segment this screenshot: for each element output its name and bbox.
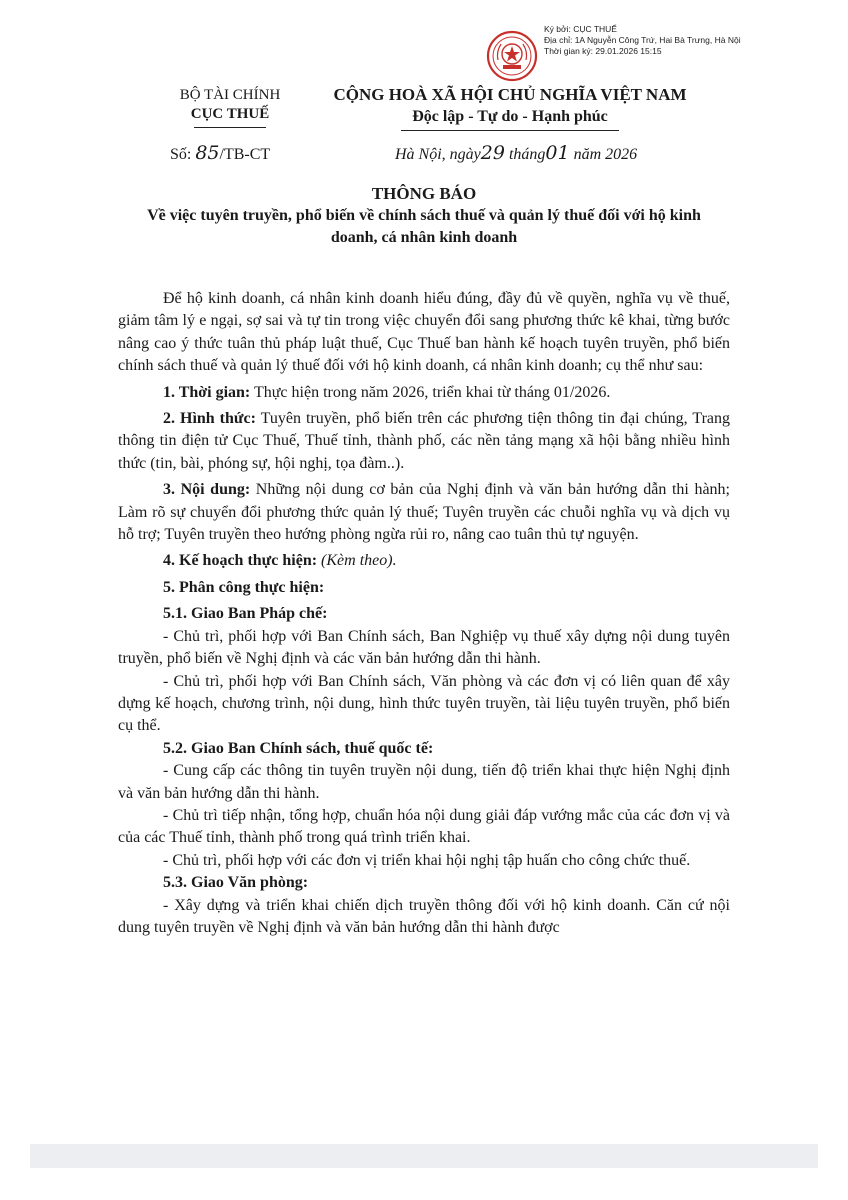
section-5-2-item: - Cung cấp các thông tin tuyên truyền nội dung, tiến độ triển khai thực hiện Nghị định và văn bản hướng dẫn thi hành.	[118, 762, 730, 802]
section-1-text: Thực hiện trong năm 2026, triển khai từ tháng 01/2026.	[250, 383, 611, 401]
intro-paragraph: Để hộ kinh doanh, cá nhân kinh doanh hiểu đúng, đầy đủ về quyền, nghĩa vụ về thuế, giảm tâm lý e ngại, sợ sai và tự tin trong việc chuyển đổi sang phương thức kê khai, từng bước nâng cao ý thức tuân thủ pháp luật thuế, Cục Thuế ban hành kế hoạch tuyên truyền, phổ biến chính sách thuế và quản lý thuế đối với hộ kinh doanh, cá nhân kinh doanh; cụ thể như sau:	[118, 290, 730, 375]
section-1-label: 1. Thời gian:	[163, 383, 251, 401]
section-5-1-label: 5.1. Giao Ban Pháp chế:	[163, 605, 328, 623]
section-5-2-item: - Chủ trì tiếp nhận, tổng hợp, chuẩn hóa nội dung giải đáp vướng mắc của các đơn vị và của các Thuế tỉnh, thành phố trong quá trình triển khai.	[118, 806, 730, 847]
month-handwritten: 01	[545, 142, 570, 164]
document-number	[170, 142, 270, 164]
section-3-text: Những nội dung cơ bản của Nghị định và văn bản hướng dẫn thi hành; Làm rõ sự chuyển đổi phương thức quản lý thuế; Tuyên truyền các chuỗi nghĩa vụ và dịch vụ hỗ trợ; Tuyên truyền theo hướng phòng ngừa rủi ro, nâng cao tuân thủ tự nguyện.	[118, 481, 730, 544]
signed-time: Thời gian ký: 29.01.2026 15:15	[544, 46, 662, 56]
section-2-label: 2. Hình thức:	[163, 410, 256, 428]
year-text: năm 2026	[569, 146, 638, 163]
document-subtitle: Về việc tuyên truyền, phổ biến về chính sách thuế và quản lý thuế đối với hộ kinh doanh, cá nhân kinh doanh	[147, 207, 701, 246]
section-5-2-item: - Chủ trì, phối hợp với các đơn vị triển khai hội nghị tập huấn cho công chức thuế.	[163, 851, 691, 869]
motto-underline	[401, 130, 619, 131]
nation-name: CỘNG HOÀ XÃ HỘI CHỦ NGHĨA VIỆT NAM	[333, 85, 687, 104]
section-1	[118, 382, 730, 404]
section-3-label: 3. Nội dung:	[163, 481, 251, 499]
document-body	[118, 288, 730, 939]
section-4-label: 4. Kế hoạch thực hiện:	[163, 552, 318, 570]
section-5-label: 5. Phân công thực hiện:	[163, 578, 325, 596]
section-4	[118, 550, 730, 572]
month-prefix: tháng	[504, 146, 546, 163]
doc-number-prefix: Số:	[170, 146, 196, 163]
doc-number-handwritten: 85	[195, 142, 220, 164]
day-handwritten: 29	[480, 142, 505, 164]
national-motto: Độc lập - Tự do - Hạnh phúc	[412, 108, 608, 125]
page-bottom-margin	[0, 1168, 848, 1200]
place-and-date	[395, 142, 637, 164]
digital-signature-info	[544, 24, 741, 57]
section-3	[118, 479, 730, 546]
section-5-3-item: - Xây dựng và triển khai chiến dịch truyền thông đối với hộ kinh doanh. Căn cứ nội dung tuyên truyền về Nghị định và văn bản hướng dẫn thi hành được	[118, 896, 730, 936]
parent-agency: BỘ TÀI CHÍNH	[179, 87, 281, 103]
section-4-text: (Kèm theo).	[317, 552, 397, 570]
section-5-1-item: - Chủ trì, phối hợp với Ban Chính sách, Ban Nghiệp vụ thuế xây dựng nội dung tuyên truyền, phổ biến về Nghị định và các văn bản hướng dẫn thi hành.	[118, 627, 730, 668]
section-5-2-label: 5.2. Giao Ban Chính sách, thuế quốc tế:	[163, 739, 434, 757]
section-5-3-label: 5.3. Giao Văn phòng:	[163, 874, 309, 892]
section-2-text: Tuyên truyền, phổ biến trên các phương tiện thông tin đại chúng, Trang thông tin điện tử Cục Thuế, Thuế tỉnh, thành phố, các nền tảng mạng xã hội bằng nhiều hình thức (tin, bài, phóng sự, hội nghị, tọa đàm..).	[118, 410, 730, 472]
page-break-bar	[30, 1144, 818, 1168]
section-2	[118, 408, 730, 475]
document-title: THÔNG BÁO	[371, 184, 477, 203]
section-5-1-item: - Chủ trì, phối hợp với Ban Chính sách, Văn phòng và các đơn vị có liên quan để xây dựng kế hoạch, chương trình, nội dung, hình thức tuyên truyền, tài liệu tuyên truyền, phổ biến cụ thể.	[118, 672, 730, 735]
national-emblem-seal-icon	[486, 30, 538, 82]
doc-number-suffix: /TB-CT	[219, 146, 271, 163]
signed-by: Ký bởi: CỤC THUẾ	[544, 24, 617, 34]
place-prefix: Hà Nội, ngày	[395, 146, 481, 163]
agency-underline	[194, 127, 266, 128]
issuing-agency	[150, 86, 310, 128]
signer-address: Địa chỉ: 1A Nguyễn Công Trứ, Hai Bà Trưng, Hà Nội	[544, 35, 741, 45]
national-header	[330, 84, 690, 131]
agency-name: CỤC THUẾ	[190, 106, 270, 122]
